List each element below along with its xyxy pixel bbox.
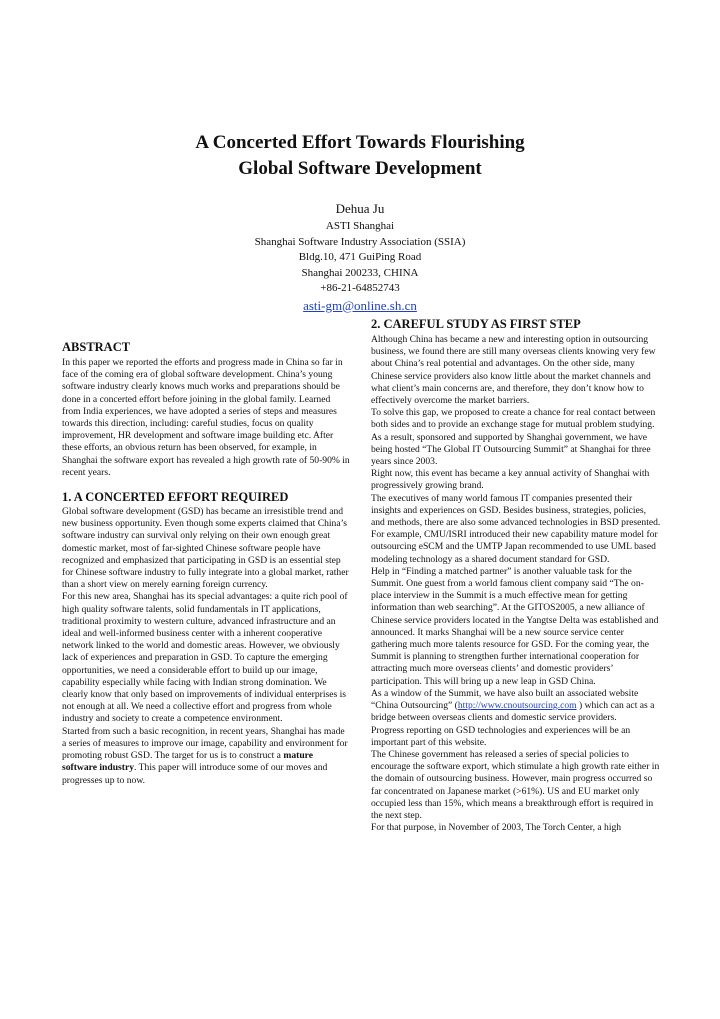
author-block [0,200,720,315]
affiliation-line: Shanghai Software Industry Association (SSIA) [254,235,466,248]
section-1-paragraph: For this new area, Shanghai has its special advantages: a quite rich pool of high quality software talents, solid fundamentals in IT applications, traditional proximity to western culture, advanced infrastructure and an ideal and well-informed business center with a inherent cooperative network linked to the world and domestic areas. However, we obviously lack of experiences and preparation in GSD. To capture the emerging opportunities, we need a considerable effort to build up our image, capability especially while facing with Indian strong domination. We clearly know that only based on improvements of individual enterprises is not enough at all. We need a collective effort and progress from whole industry and society to create a competence environment. [62,591,348,725]
abstract-text: In this paper we reported the efforts and progress made in China so far in face of the coming era of global software development. China’s young software industry clearly knows much works and preparations should be done in a concerted effort before joining in the global family. Learned from India experiences, we have adopted a series of steps and measures towards this direction, including: careful studies, focus on quality improvement, HR development and software image building etc. After these efforts, an obvious return has been observed, for example, in Shanghai the software export has revealed a high growth rate of 50-90% in recent years. [62,357,350,478]
section-2-paragraph: Although China has became a new and interesting option in outsourcing business, we found there are still many overseas clients knowing very few about China’s real potential and advantages. On the other side, many Chinese service providers also know little about the market channels and what client’s main concerns are, and therefore, they don’t know how to effectively overcome the market barriers. [371,334,656,407]
section-1-heading: 1. A CONCERTED EFFORT REQUIRED [62,490,289,505]
abstract-heading: ABSTRACT [62,340,131,354]
author-name: Dehua Ju [335,201,385,216]
paper-title [0,130,720,182]
section-2-paragraph [371,688,661,725]
section-1-paragraph [62,726,350,787]
section-2-heading: 2. CAREFUL STUDY AS FIRST STEP [371,317,581,331]
section-2-paragraph: Progress reporting on GSD technologies and experiences will be an important part of this website. [371,724,631,748]
text-run: . This paper will introduce some of our moves and progresses up to now. [62,762,328,786]
section-1-paragraph: Global software development (GSD) has became an irresistible trend and new business opportunity. Even though some experts claimed that China’s software industry can survival only relying on their own enough great domestic market, most of far-sighted Chinese software people have recognized and emphasized that participating in GSD is an essential step for Chinese software industry to fully integrate into a global market, rather than a short view on merely earning foreign currency. [62,506,349,591]
section-2-paragraph: For that purpose, in November of 2003, The Torch Center, a high [371,822,622,834]
affiliation-line: +86-21-64852743 [320,282,400,294]
website-link[interactable]: http://www.cnoutsourcing.com [457,700,577,712]
affiliation-line: Bldg.10, 471 GuiPing Road [298,251,422,263]
section-2-paragraph: To solve this gap, we proposed to create a chance for real contact between both sides and to provide an exchange stage for mutual problem studying. As a result, sponsored and supported by Shanghai government, we have being hosted “The Global IT Outsourcing Summit” at Shanghai for three years since 2003. [371,407,656,468]
text-run: ) which can act as a bridge between overseas clients and domestic service providers. [371,700,655,724]
text-run: Started from such a basic recognition, in recent years, Shanghai has made a series of measures to improve our image, capability and environment for promoting robust GSD. The target for us is to construct a [62,725,348,762]
right-column [371,317,661,834]
affiliation-line: Shanghai 200233, CHINA [301,266,419,279]
bold-term: mature software industry [62,750,314,774]
section-2-paragraph: Help in “Finding a matched partner” is another valuable task for the Summit. One guest from a world famous client company said “The on-place interview in the Summit is a much effective mean for getting information than web searching”. At the GITOS2005, a new alliance of Chinese service providers located in the Yangtse Delta was established and announced. It marks Shanghai will be a new source service center gathering much more talents resource for GSD. For the coming year, the Summit is planning to strengthen further international cooperation for attracting much more overseas clients’ and domestic providers’ participation. This will bring up a new leap in GSD China. [371,565,659,687]
affiliation-line: ASTI Shanghai [325,220,395,232]
section-2-paragraph: The executives of many world famous IT companies presented their insights and experiences on GSD. Besides business, strategies, policies, and methods, there are also some advanced technologies in BSD presented. For example, CMU/ISRI introduced their new capability mature model for outsourcing eSCM and the UMTP Japan recommended to use UML based modeling technology as a shared document standard for GSD. [371,492,661,565]
author-email-link[interactable]: asti-gm@online.sh.cn [303,297,417,313]
title-line-1: A Concerted Effort Towards Flourishing [195,132,525,153]
section-2-paragraph: Right now, this event has became a key annual activity of Shanghai with progressively growing brand. [371,468,650,492]
left-column [62,340,350,787]
title-line-2: Global Software Development [238,158,482,179]
text-run: As a window of the Summit, we have also built an associated website “China Outsourcing” ( [371,687,639,712]
section-2-paragraph: The Chinese government has released a series of special policies to encourage the software export, which stimulate a high growth rate either in the domain of outsourcing business. However, main progress occurred so far concentrated on Japanese market (>61%). US and EU market only occupied less than 15%, which means a breakthrough effort is required in the next step. [371,748,660,821]
